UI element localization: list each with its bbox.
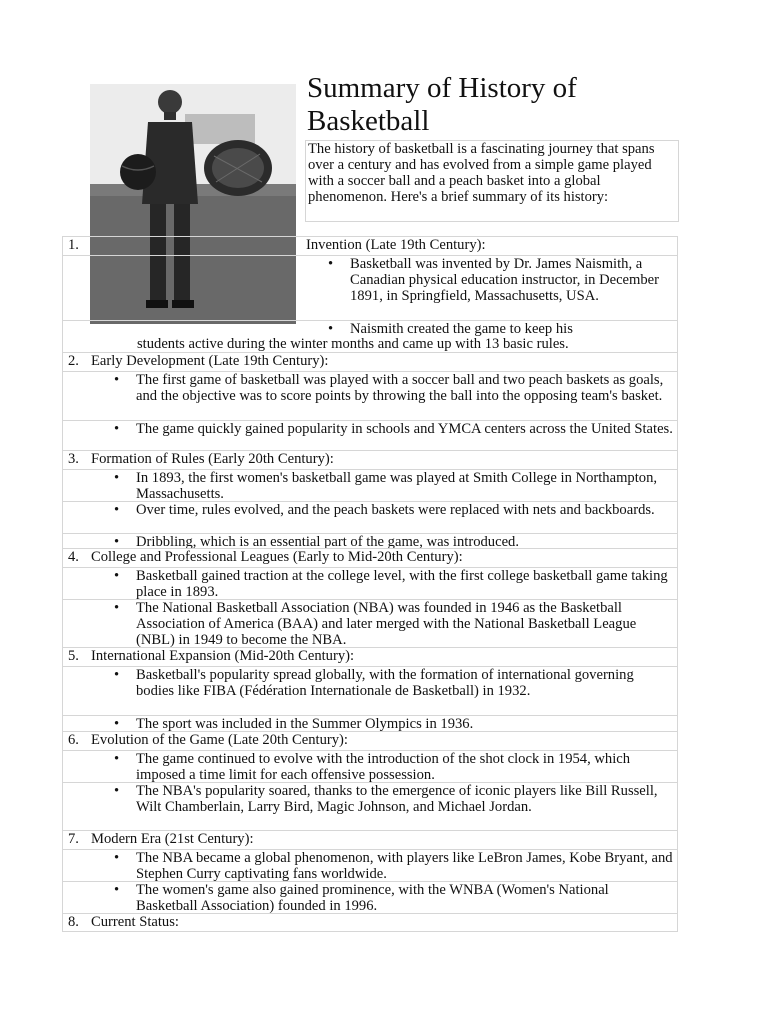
section-current-status bbox=[62, 913, 678, 932]
list-item: • Basketball was invented by Dr. James Naismith, a Canadian physical education instructor, in December 1891, in Springfield, Massachusetts, USA. bbox=[63, 255, 677, 320]
bullet-icon: • bbox=[114, 421, 120, 437]
list-item: • The first game of basketball was played with a soccer ball and two peach baskets as goals, and the objective was to score points by throwing the ball into the opposing team's basket. bbox=[63, 371, 677, 420]
section-number: 8. bbox=[68, 914, 79, 930]
bullet-icon: • bbox=[328, 256, 334, 272]
section-formation-of-rules bbox=[62, 450, 678, 549]
list-item: • The women's game also gained prominence, with the WNBA (Women's National Basketball Association) founded in 1996. bbox=[63, 881, 677, 913]
list-item-continuation: students active during the winter months and came up with 13 basic rules. bbox=[137, 336, 569, 352]
section-evolution-of-the-game bbox=[62, 731, 678, 831]
bullet-icon: • bbox=[114, 568, 120, 584]
bullet-icon: • bbox=[114, 470, 120, 486]
bullet-icon: • bbox=[328, 321, 334, 337]
page-title: Summary of History of Basketball bbox=[307, 72, 577, 137]
section-number: 1. bbox=[68, 237, 79, 253]
section-modern-era bbox=[62, 830, 678, 914]
section-heading: Formation of Rules (Early 20th Century): bbox=[91, 451, 334, 467]
intro-paragraph: The history of basketball is a fascinating journey that spans over a century and has evolved from a simple game played with a soccer ball and a peach basket into a global phenomenon. Here's a brief summary of its history: bbox=[305, 140, 679, 222]
section-number: 3. bbox=[68, 451, 79, 467]
bullet-icon: • bbox=[114, 751, 120, 767]
list-item: • Over time, rules evolved, and the peach baskets were replaced with nets and backboards. bbox=[63, 501, 677, 533]
section-heading: College and Professional Leagues (Early to Mid-20th Century): bbox=[91, 549, 463, 565]
bullet-icon: • bbox=[114, 667, 120, 683]
section-college-and-professional-leagues bbox=[62, 548, 678, 648]
bullet-icon: • bbox=[114, 534, 120, 550]
list-item: • The sport was included in the Summer Olympics in 1936. bbox=[63, 715, 677, 731]
section-invention bbox=[62, 236, 678, 353]
section-number: 7. bbox=[68, 831, 79, 847]
list-item: • The game continued to evolve with the introduction of the shot clock in 1954, which imposed a time limit for each offensive possession. bbox=[63, 750, 677, 782]
bullet-icon: • bbox=[114, 783, 120, 799]
section-early-development bbox=[62, 352, 678, 451]
section-number: 4. bbox=[68, 549, 79, 565]
bullet-icon: • bbox=[114, 882, 120, 898]
section-heading: International Expansion (Mid-20th Century): bbox=[91, 648, 355, 664]
section-heading: Early Development (Late 19th Century): bbox=[91, 353, 329, 369]
list-item: • The National Basketball Association (NBA) was founded in 1946 as the Basketball Association of America (BAA) and later merged with the National Basketball League (NBL) in 1949 to become the NBA. bbox=[63, 599, 677, 648]
list-item: • Basketball gained traction at the college level, with the first college basketball game taking place in 1893. bbox=[63, 567, 677, 599]
section-international-expansion bbox=[62, 647, 678, 732]
bullet-icon: • bbox=[114, 600, 120, 616]
list-item: • Naismith created the game to keep his bbox=[63, 320, 677, 336]
bullet-icon: • bbox=[114, 372, 120, 388]
section-heading: Current Status: bbox=[91, 914, 179, 930]
bullet-icon: • bbox=[114, 850, 120, 866]
bullet-icon: • bbox=[114, 502, 120, 518]
list-item: • Basketball's popularity spread globally, with the formation of international governing bodies like FIBA (Fédération Internationale de Basketball) in 1932. bbox=[63, 666, 677, 715]
section-number: 6. bbox=[68, 732, 79, 748]
list-item: • The NBA's popularity soared, thanks to the emergence of iconic players like Bill Russell, Wilt Chamberlain, Larry Bird, Magic Johnson, and Michael Jordan. bbox=[63, 782, 677, 831]
list-item: • In 1893, the first women's basketball game was played at Smith College in Northampton, Massachusetts. bbox=[63, 469, 677, 501]
section-heading: Modern Era (21st Century): bbox=[91, 831, 254, 847]
section-heading: Evolution of the Game (Late 20th Century): bbox=[91, 732, 348, 748]
section-number: 5. bbox=[68, 648, 79, 664]
bullet-icon: • bbox=[114, 716, 120, 732]
section-heading: Invention (Late 19th Century): bbox=[306, 237, 486, 253]
list-item: • The NBA became a global phenomenon, with players like LeBron James, Kobe Bryant, and Stephen Curry captivating fans worldwide. bbox=[63, 849, 677, 881]
section-number: 2. bbox=[68, 353, 79, 369]
list-item: • The game quickly gained popularity in schools and YMCA centers across the United States. bbox=[63, 420, 677, 452]
list-item: • Dribbling, which is an essential part of the game, was introduced. bbox=[63, 533, 677, 549]
